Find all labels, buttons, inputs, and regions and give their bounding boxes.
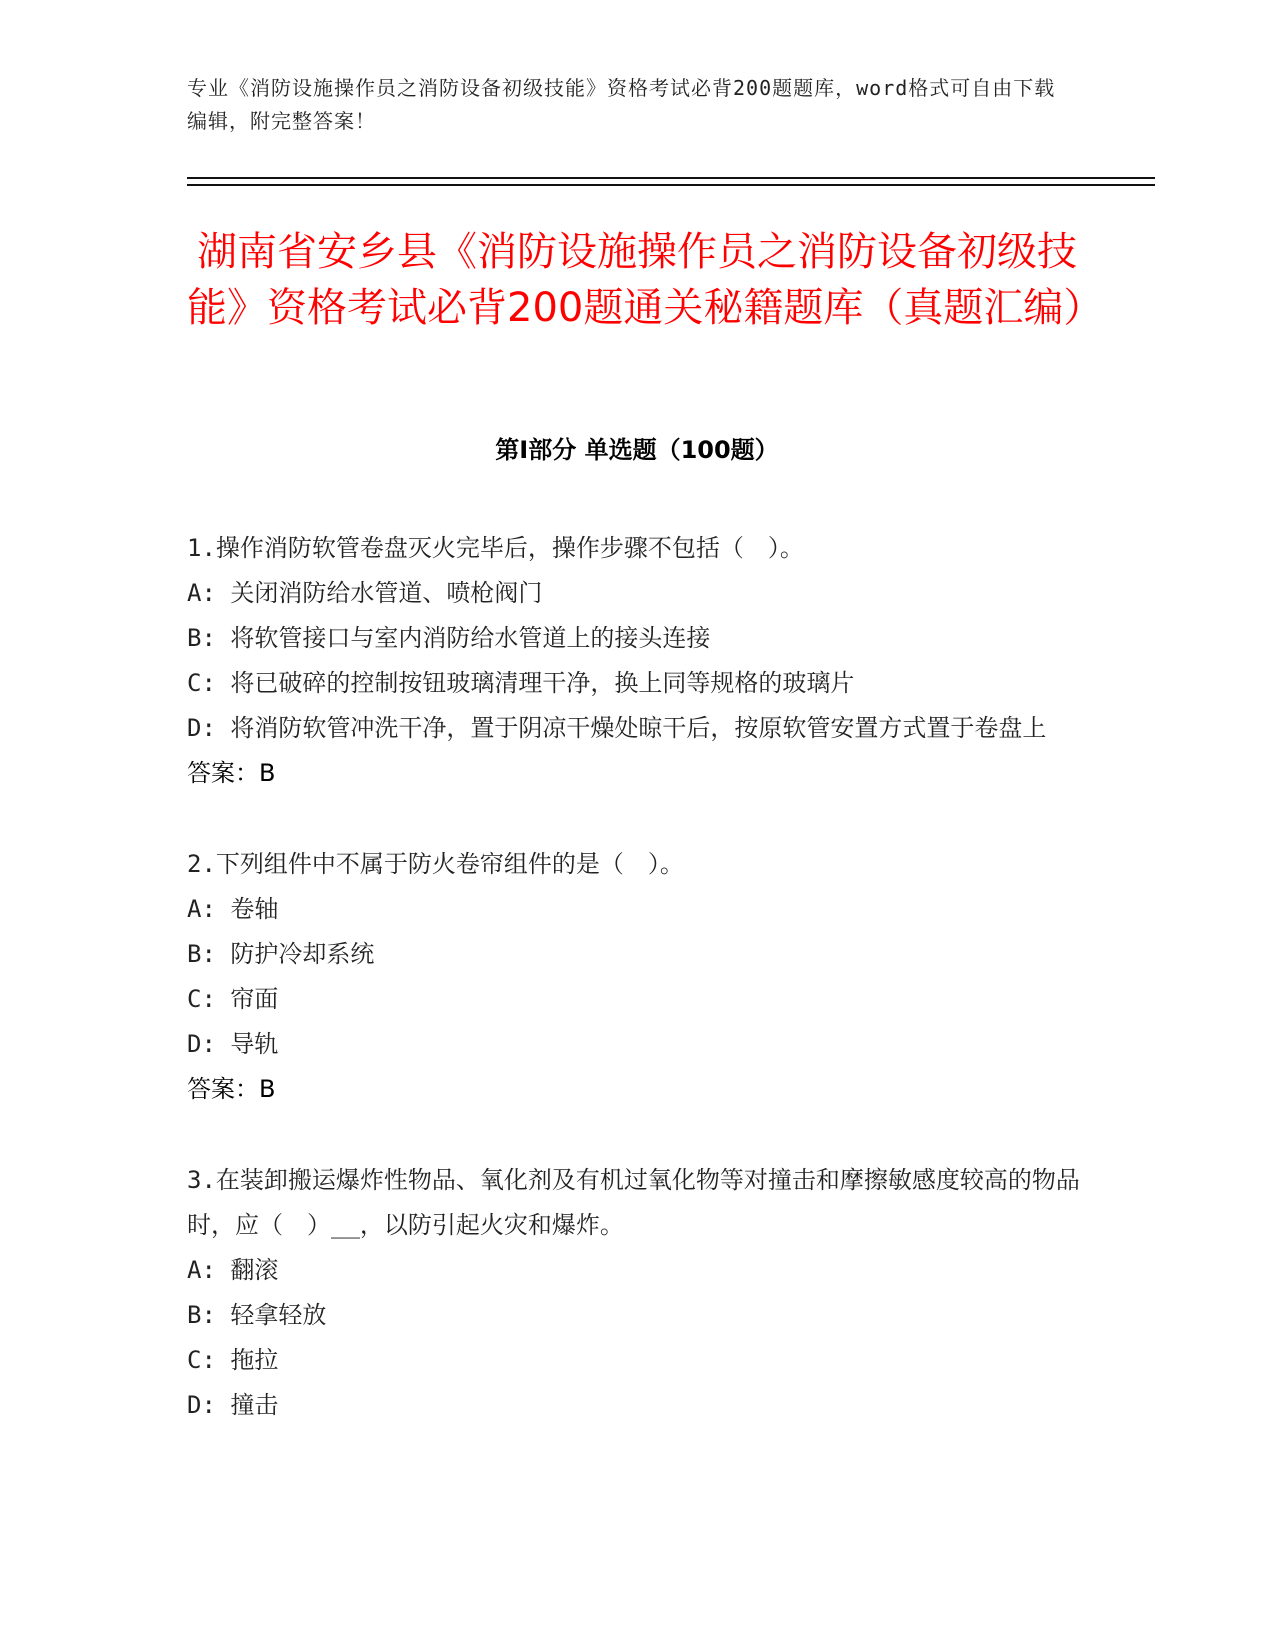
answer: 答案：B bbox=[187, 1075, 276, 1103]
option-c: C: 拖拉 bbox=[187, 1346, 279, 1374]
question-2 bbox=[187, 842, 1087, 1112]
question-stem: 3.在装卸搬运爆炸性物品、氧化剂及有机过氧化物等对撞击和摩擦敏感度较高的物品时，应（ ）__，以防引起火灾和爆炸。 bbox=[187, 1166, 1080, 1239]
top-rule bbox=[187, 177, 1155, 179]
option-a: A: 翻滚 bbox=[187, 1256, 279, 1284]
option-a: A: 卷轴 bbox=[187, 895, 279, 923]
option-a: A: 关闭消防给水管道、喷枪阀门 bbox=[187, 579, 543, 607]
section-title: 第Ⅰ部分 单选题（100题） bbox=[495, 436, 779, 464]
option-b: B: 防护冷却系统 bbox=[187, 940, 375, 968]
option-d: D: 将消防软管冲洗干净，置于阴凉干燥处晾干后，按原软管安置方式置于卷盘上 bbox=[187, 714, 1047, 742]
question-stem: 2.下列组件中不属于防火卷帘组件的是（ ）。 bbox=[187, 850, 684, 878]
option-c: C: 帘面 bbox=[187, 985, 279, 1013]
option-b: B: 轻拿轻放 bbox=[187, 1301, 327, 1329]
answer: 答案：B bbox=[187, 759, 276, 787]
question-stem: 1.操作消防软管卷盘灭火完毕后，操作步骤不包括（ ）。 bbox=[187, 534, 804, 562]
header-note: 专业《消防设施操作员之消防设备初级技能》资格考试必背200题题库，word格式可自由下载编辑，附完整答案！ bbox=[187, 76, 1056, 133]
option-c: C: 将已破碎的控制按钮玻璃清理干净，换上同等规格的玻璃片 bbox=[187, 669, 855, 697]
question-3 bbox=[187, 1158, 1087, 1428]
question-list bbox=[187, 526, 1087, 1474]
question-1 bbox=[187, 526, 1087, 796]
document-title: 湖南省安乡县《消防设施操作员之消防设备初级技能》资格考试必背200题通关秘籍题库（真题汇编） bbox=[187, 229, 1104, 331]
top-rule-second bbox=[187, 184, 1155, 186]
option-d: D: 撞击 bbox=[187, 1391, 279, 1419]
option-d: D: 导轨 bbox=[187, 1030, 279, 1058]
option-b: B: 将软管接口与室内消防给水管道上的接头连接 bbox=[187, 624, 711, 652]
